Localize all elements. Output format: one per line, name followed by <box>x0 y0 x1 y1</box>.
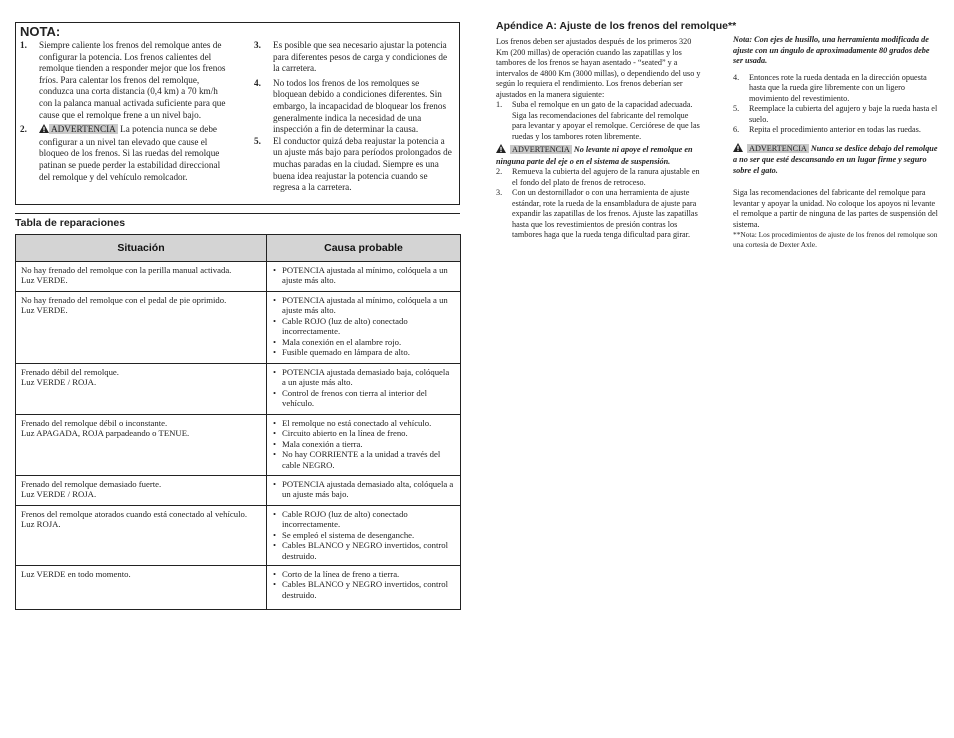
warning-block <box>496 144 701 167</box>
causa-item: • POTENCIA ajustada al mínimo, colóquela a un ajuste más alto. <box>272 295 455 316</box>
nota-item <box>20 124 230 183</box>
situacion-text: No hay frenado del remolque con la perilla manual activada. <box>21 265 232 275</box>
causa-item: • POTENCIA ajustada demasiado alta, colóquela a un ajuste más bajo. <box>272 479 455 500</box>
luz-text: Luz APAGADA, ROJA parpadeando o TENUE. <box>21 428 190 439</box>
apendice-closing: Siga las recomendaciones del fabricante del remolque para levantar y apoyar la unidad. No coloque los apoyos ni levante el remolque a partir de ninguna de las partes de suspensión del sistema. <box>733 188 938 229</box>
nota-item-number: 3. <box>254 40 261 50</box>
causa-item: • POTENCIA ajustada al mínimo, colóquela a un ajuste más alto. <box>272 265 455 286</box>
column-header-causa: Causa probable <box>267 235 461 262</box>
apendice-intro: Los frenos deben ser ajustados después de los primeros 320 Km (200 millas) de operación cuando las zapatillas y los tambores de los frenos se hayan asentado - “seated” y a intervalos de 4800 Km (3000 millas), o dependiendo del uso y según lo requiera el rendimiento. Los frenos deberían ser ajustados en la manera siguiente: <box>496 37 701 99</box>
step-text: Reemplace la cubierta del agujero y baje la rueda hasta el suelo. <box>749 104 938 124</box>
causa-item: • Control de frenos con tierra al interior del vehículo. <box>272 388 455 409</box>
table-row <box>16 364 461 415</box>
nota-item-number: 2. <box>20 124 27 135</box>
step-number: 4. <box>733 72 740 82</box>
step-item <box>496 188 701 241</box>
situacion-text: No hay frenado del remolque con el pedal de pie oprimido. <box>21 295 227 305</box>
luz-text: Luz ROJA. <box>21 519 61 530</box>
step-text: Remueva la cubierta del agujero de la ranura ajustable en el fondo del plato de frenos de retroceso. <box>512 167 700 187</box>
table-row <box>16 566 461 610</box>
situacion-text: Frenado del remolque débil o inconstante. <box>21 418 168 428</box>
luz-text: Luz VERDE / ROJA. <box>21 377 97 388</box>
table-row <box>16 262 461 292</box>
warning-text: No levante ni apoye el remolque en ninguna parte del eje o en el sistema de suspensión. <box>496 145 693 166</box>
apendice-right-column <box>733 35 938 250</box>
luz-text: Luz VERDE / ROJA. <box>21 489 97 500</box>
nota-item-number: 4. <box>254 77 261 88</box>
nota-box <box>15 22 460 205</box>
column-header-situacion: Situación <box>16 235 267 262</box>
table-header-row <box>16 235 461 262</box>
step-number: 1. <box>496 100 503 109</box>
luz-text: Luz VERDE. <box>21 305 68 316</box>
nota-item-text: Es posible que sea necesario ajustar la potencia para diferentes pesos de carga y condiciones de la carretera. <box>273 40 448 74</box>
table-row <box>16 292 461 364</box>
section-divider <box>15 213 460 214</box>
nota-left-column <box>20 40 230 183</box>
step-text: Con un destornillador o con una herramienta de ajuste estándar, rote la rueda de la ensambladura de ajuste para expandir las zapatillas de los frenos. Ajuste las zapatillas hasta que los revestimientos de presión contras los tambores haga que la rueda tenga dificultad para girar. <box>512 188 698 239</box>
step-number: 3. <box>496 188 503 197</box>
step-item <box>733 125 938 136</box>
step-number: 6. <box>733 125 740 134</box>
causa-item: • El remolque no está conectado al vehículo. <box>272 418 455 428</box>
causa-cell <box>267 506 461 566</box>
situacion-text: Frenos del remolque atorados cuando está conectado al vehículo. <box>21 509 248 519</box>
situacion-text: Frenado débil del remolque. <box>21 367 119 377</box>
apendice-nota: Nota: Con ejes de husillo, una herramienta modificada de ajuste con un ángulo de aproximadamente 80 grados debe ser usada. <box>733 35 930 65</box>
apendice-title: Apéndice A: Ajuste de los frenos del remolque** <box>496 20 737 32</box>
nota-item <box>254 136 454 194</box>
causa-item: • Cables BLANCO y NEGRO invertidos, control destruido. <box>272 540 455 561</box>
step-item <box>733 73 938 105</box>
step-text: Repita el procedimiento anterior en todas las ruedas. <box>749 125 921 134</box>
causa-item: • Circuito abierto en la línea de freno. <box>272 428 455 438</box>
nota-item-text: Siempre caliente los frenos del remolque antes de configurar la potencia. Los frenos calientes del remolque tienden a responder mejor que los frenos fríos. Para calentar los frenos del remolque, conduzca una corta distancia (0,4 km) a 70 km/h con la palanca manual activada suficiente para que cause que el remolque frene a un nivel bajo. <box>39 40 226 120</box>
situacion-cell <box>16 506 267 566</box>
situacion-cell <box>16 476 267 506</box>
step-item <box>733 104 938 125</box>
apendice-footnote: **Nota: Los procedimientos de ajuste de los frenos del remolque son una cortesía de Dexter Axle. <box>733 230 938 249</box>
causa-item: • No hay CORRIENTE a la unidad a través del cable NEGRO. <box>272 449 455 470</box>
nota-item-text: No todos los frenos de los remolques se bloquean debido a condiciones diferentes. Sin embargo, la incapacidad de bloquear los frenos generalmente indica la necesidad de una inspección a fin de determinar la causa. <box>273 77 447 135</box>
causa-item: • Se empleó el sistema de desenganche. <box>272 530 455 540</box>
causa-cell <box>267 476 461 506</box>
repairs-table <box>15 234 461 610</box>
causa-item: • POTENCIA ajustada demasiado baja, colóquela a un ajuste más alto. <box>272 367 455 388</box>
nota-item-text: El conductor quizá deba reajustar la potencia a un ajuste más bajo para períodos prolongados de muchas paradas en la ciudad. Siempre es una buena idea reajustar la potencia cuando se regresa a la carretera. <box>273 135 452 193</box>
situacion-cell <box>16 364 267 415</box>
causa-item: • Mala conexión a tierra. <box>272 439 455 449</box>
table-row <box>16 476 461 506</box>
causa-cell <box>267 566 461 610</box>
causa-cell <box>267 262 461 292</box>
situacion-cell <box>16 566 267 610</box>
situacion-text: Frenado del remolque demasiado fuerte. <box>21 479 162 489</box>
nota-right-column <box>254 40 454 194</box>
step-item <box>496 100 701 142</box>
warning-label: ADVERTENCIA <box>512 145 570 154</box>
tabla-title: Tabla de reparaciones <box>15 217 126 229</box>
step-item <box>496 167 701 188</box>
nota-item-number: 5. <box>254 135 261 146</box>
step-text: Suba el remolque en un gato de la capacidad adecuada. Siga las recomendaciones del fabricante del remolque para levantar y apoyar el remolque. Cerciórese de que las ruedas y los tambores roten libremente. <box>512 100 700 141</box>
warning-triangle-icon <box>39 124 49 137</box>
warning-triangle-icon <box>733 143 743 156</box>
nota-item <box>254 78 454 136</box>
nota-item <box>20 40 230 121</box>
luz-text: Luz VERDE. <box>21 275 68 286</box>
causa-item: • Cable ROJO (luz de alto) conectado incorrectamente. <box>272 509 455 530</box>
situacion-cell <box>16 292 267 364</box>
causa-item: • Cable ROJO (luz de alto) conectado incorrectamente. <box>272 316 455 337</box>
nota-title: NOTA: <box>20 24 61 39</box>
table-row <box>16 415 461 476</box>
step-number: 2. <box>496 167 503 176</box>
apendice-left-column <box>496 37 701 241</box>
causa-item: • Mala conexión en el alambre rojo. <box>272 337 455 347</box>
warning-label: ADVERTENCIA <box>749 143 807 153</box>
causa-item: • Cables BLANCO y NEGRO invertidos, control destruido. <box>272 579 455 600</box>
warning-block <box>733 143 938 177</box>
warning-triangle-icon <box>496 144 506 157</box>
nota-item-number: 1. <box>20 40 27 50</box>
situacion-text: Luz VERDE en todo momento. <box>21 569 131 580</box>
step-number: 5. <box>733 104 740 113</box>
nota-item <box>254 40 454 75</box>
situacion-cell <box>16 262 267 292</box>
warning-text: Nunca se deslice debajo del remolque a no ser que esté descansando en un lugar firme y seguro sobre el gato. <box>733 143 938 175</box>
causa-item: • Fusible quemado en lámpara de alto. <box>272 347 455 357</box>
step-text: Entonces rote la rueda dentada en la dirección opuesta hasta que la rueda gire libremente con un ligero movimiento del revestimiento. <box>749 72 927 103</box>
causa-item: • Corto de la línea de freno a tierra. <box>272 569 455 579</box>
table-row <box>16 506 461 566</box>
situacion-cell <box>16 415 267 476</box>
causa-cell <box>267 364 461 415</box>
causa-cell <box>267 415 461 476</box>
nota-item-text: La potencia nunca se debe configurar a un nivel tan elevado que cause el bloqueo de los frenos. Si las ruedas del remolque patinan se puede perder la estabilidad direccional del remolque y del vehículo remolcador. <box>39 124 221 182</box>
causa-cell <box>267 292 461 364</box>
warning-label: ADVERTENCIA <box>51 124 116 135</box>
